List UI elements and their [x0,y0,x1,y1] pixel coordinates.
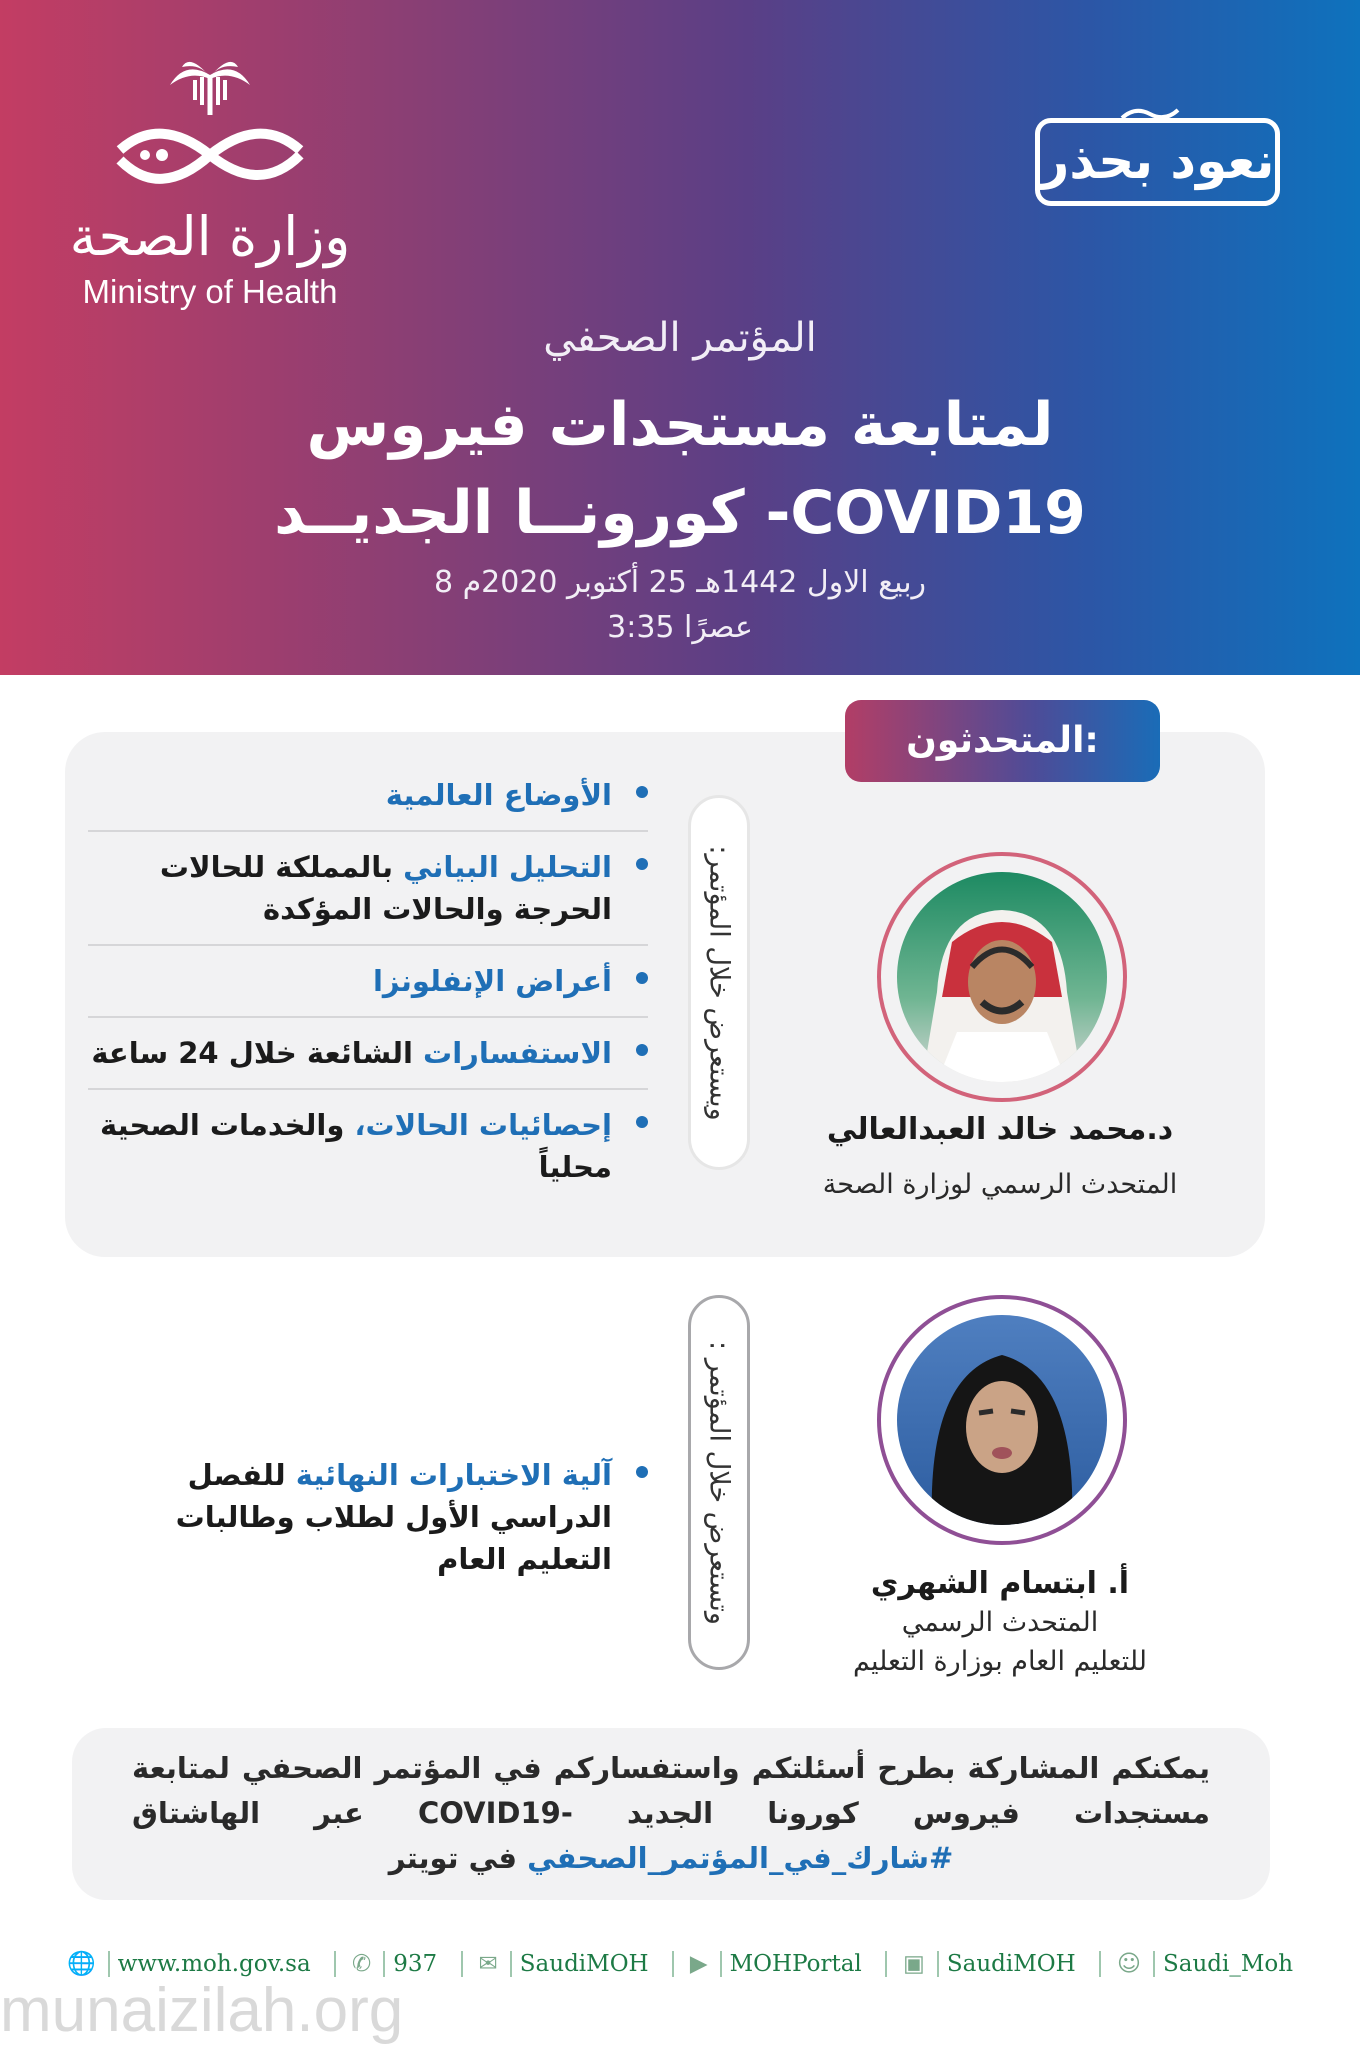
contacts-bar [0,1950,1360,1977]
speaker1-photo [897,872,1107,1082]
contact-phone[interactable] [334,1951,453,1977]
bullet-dot-icon [636,786,648,798]
contact-facebook[interactable] [885,1951,1092,1977]
topic-highlight: الأوضاع العالمية [385,778,612,812]
topic-highlight: آلية الاختبارات النهائية [295,1458,612,1492]
contact-web[interactable] [51,1950,327,1977]
header-banner [0,0,1360,675]
palm-swords-icon [90,55,330,205]
vertical-label-text: وتستعرض خلال المؤتمر : [703,1340,735,1625]
speaker1-name: د.محمد خالد العبدالعالي [826,1112,1174,1147]
logo-arabic-text: وزارة الصحة [69,205,351,268]
participation-note [72,1728,1270,1900]
speakers-tab: المتحدثون: [845,700,1160,782]
logo-english-text: Ministry of Health [82,273,338,310]
contact-facebook-text: SaudiMOH [937,1951,1084,1977]
topic-text: بالمملكة للحالات الحرجة والحالات المؤكدة [159,850,612,926]
contact-twitter-text: SaudiMOH [510,1951,657,1977]
list-item [88,946,648,1018]
conference-date: 8 ربيع الاول 1442هـ 25 أكتوبر 2020م [433,565,927,600]
facebook-icon: ▣ [903,1951,925,1977]
note-text: يمكنكم المشاركة بطرح أسئلتكم واستفساركم في المؤتمر الصحفي لمتابعة مستجدات فيروس كورونا الجديد -COVID19 عبر الهاشتاق [132,1751,1210,1830]
topic-text: للفصل الدراسي الأول لطلاب وطالبات التعليم العام [175,1458,612,1576]
speaker2-name: أ. ابتسام الشهري [870,1566,1130,1601]
speaker1-role: المتحدث الرسمي لوزارة الصحة [822,1169,1178,1200]
list-item [88,760,648,832]
person-icon [897,872,1107,1082]
list-item [88,1440,648,1594]
contact-youtube[interactable] [672,1951,878,1977]
topic-text: الشائعة خلال 24 ساعة [91,1036,424,1070]
bullet-dot-icon [636,972,648,984]
contact-snapchat-text: Saudi_Moh [1153,1951,1301,1977]
list-item [88,1090,648,1202]
snapchat-icon: ☺ [1116,1951,1141,1977]
topic-highlight: إحصائيات الحالات، [354,1108,612,1142]
title-line-1: لمتابعة مستجدات فيروس [306,390,1054,460]
speaker1-vertical-label [688,795,750,1170]
contact-web-text: www.moh.gov.sa [108,1951,319,1977]
title-line-2: كورونــا الجديــد -COVID19 [274,478,1086,548]
note-suffix: في تويتر [388,1841,517,1875]
watermark: munaizilah.org [0,1976,404,2045]
speaker2-vertical-label [688,1295,750,1670]
bullet-dot-icon [636,858,648,870]
topic-highlight: أعراض الإنفلونزا [372,964,612,998]
phone-icon: ✆ [352,1951,372,1977]
topic-highlight: التحليل البياني [403,850,612,884]
bullet-dot-icon [636,1044,648,1056]
speaker1-avatar [877,852,1127,1102]
topic-text: والخدمات الصحية محلياً [100,1108,612,1184]
list-item [88,1018,648,1090]
contact-twitter[interactable] [461,1951,665,1977]
speaker2-role-line1: المتحدث الرسمي [901,1607,1099,1638]
speaker2-topics [88,1440,648,1594]
bullet-dot-icon [636,1116,648,1128]
vertical-label-text: ويستعرض خلال المؤتمر: [703,844,735,1121]
list-item [88,832,648,946]
contact-youtube-text: MOHPortal [720,1951,870,1977]
speaker2-role-line2: للتعليم العام بوزارة التعليم [853,1646,1147,1677]
contact-snapchat[interactable] [1099,1951,1309,1977]
contact-phone-text: 937 [383,1951,445,1977]
conference-subtitle: المؤتمر الصحفي [543,315,817,361]
moh-logo [60,55,360,315]
topic-highlight: الاستفسارات [423,1036,612,1070]
twitter-icon: ✉ [478,1951,498,1977]
speaker1-topics [88,760,648,1202]
hashtag-link[interactable]: #شارك_في_المؤتمر_الصحفي [527,1841,954,1875]
campaign-badge: نعود بحذر [1035,118,1280,206]
globe-icon: 🌐 [66,1951,96,1977]
person-icon [897,1315,1107,1525]
youtube-icon: ▶ [689,1951,708,1977]
conference-time: 3:35 عصرًا [607,610,753,645]
speaker2-photo [897,1315,1107,1525]
speaker2-avatar [877,1295,1127,1545]
bullet-dot-icon [636,1466,648,1478]
